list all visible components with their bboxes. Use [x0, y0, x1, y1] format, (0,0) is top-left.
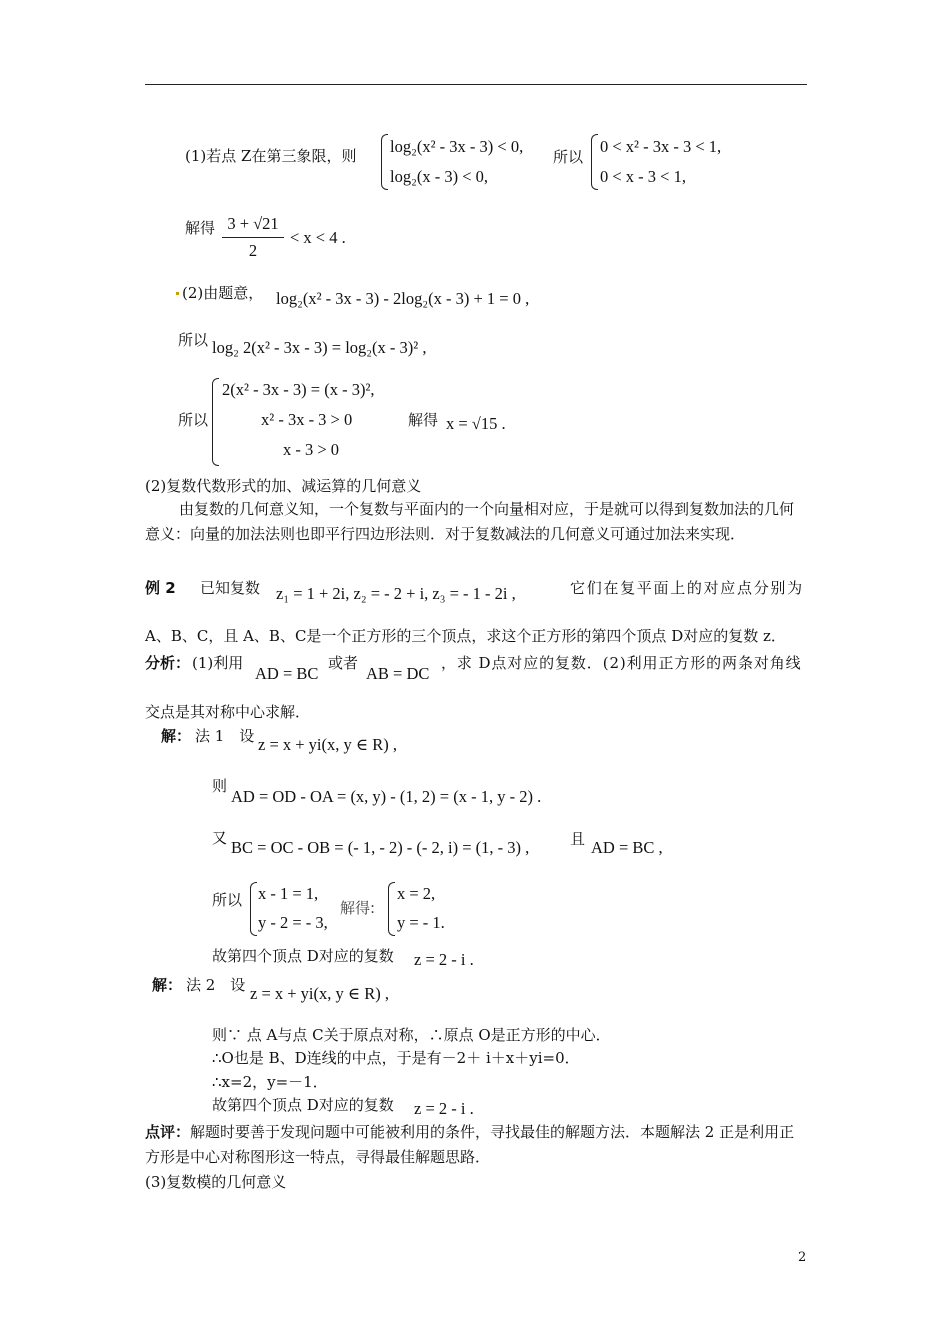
connector-text: 则: [212, 777, 228, 795]
connector-text: 所以: [212, 891, 243, 909]
connector-text: 所以: [178, 331, 209, 349]
vector-equation: AB = DC: [366, 664, 430, 683]
fraction-bar: [222, 237, 284, 238]
brace: [212, 378, 219, 466]
comment-label: 点评：: [145, 1123, 191, 1141]
system-line: 0 < x - 3 < 1,: [600, 167, 686, 186]
example-text: 它们在复平面上的对应点分别为: [570, 579, 804, 597]
equation: z = x + yi(x, y ∈ R) ,: [258, 735, 397, 754]
comment-text: 解题时要善于发现问题中可能被利用的条件，寻找最佳的解题方法．本题解法 2 正是利用正方形是中心对称图形这一特点，寻得最佳解题思路．: [145, 1123, 795, 1166]
inequality: < x < 4 .: [290, 228, 346, 247]
analysis-text: ，求 D点对应的复数．(2)利用正方形的两条对角线: [441, 654, 802, 672]
part2-intro: (2)由题意，: [182, 284, 264, 302]
system-line: x = 2,: [397, 884, 436, 903]
system-line: 2(x² - 3x - 3) = (x - 3)²,: [222, 380, 375, 399]
analysis-text: (1)利用: [192, 654, 244, 672]
solution-label: 解：: [161, 727, 192, 745]
solution-text: 法 2 设: [186, 976, 246, 994]
vector-equation: AD = BC: [255, 664, 319, 683]
system-line: log₂(x - 3) < 0,: [390, 167, 489, 186]
fraction-denominator: 2: [248, 241, 258, 260]
analysis-text: 或者: [328, 654, 359, 672]
brace: [250, 882, 257, 936]
fraction-numerator: 3 + √21: [227, 214, 279, 233]
comment-paragraph: [145, 1120, 805, 1170]
brace: [388, 882, 395, 936]
paragraph: 由复数的几何意义知，一个复数与平面内的一个向量相对应，于是就可以得到复数加法的几何意义：向量的加法法则也即平行四边形法则．对于复数减法的几何意义可通过加法来实现．: [145, 500, 795, 543]
section-title: (2)复数代数形式的加、减运算的几何意义: [145, 477, 422, 495]
header-rule: [145, 84, 807, 85]
solution-text: 故第四个顶点 D对应的复数: [212, 947, 394, 965]
equation: z₁ = 1 + 2i, z₂ = - 2 + i, z₃ = - 1 - 2i ,: [276, 584, 516, 603]
result: z = 2 - i .: [414, 950, 474, 969]
connector-text: 又: [212, 829, 228, 847]
example-text: A、B、C，且 A、B、C是一个正方形的三个顶点，求这个正方形的第四个顶点 D对应的复数 z．: [145, 627, 786, 645]
system-line: x - 1 = 1,: [258, 884, 319, 903]
result: x = √15 .: [446, 414, 506, 433]
marker-dot: [176, 292, 179, 295]
section-title: (3)复数模的几何意义: [145, 1173, 287, 1191]
solution-text: 法 1 设: [195, 727, 255, 745]
example-label: 例 2: [145, 579, 176, 597]
analysis-text: 交点是其对称中心求解．: [145, 703, 311, 721]
solution-text: ∴O也是 B、D连线的中点，于是有－2＋ i＋x＋yi=0．: [212, 1049, 580, 1067]
page-number: 2: [798, 1250, 807, 1265]
connector-text: 解得: [185, 219, 216, 237]
part1-intro: (1)若点 Z在第三象限，则: [185, 147, 357, 165]
connector-text: 且: [570, 830, 586, 848]
connector-text: 所以: [178, 411, 209, 429]
connector-text: 所以: [553, 148, 584, 166]
equation: log₂ 2(x² - 3x - 3) = log₂(x - 3)² ,: [212, 338, 427, 357]
connector-text: 解得:: [340, 899, 376, 917]
brace: [381, 134, 388, 190]
connector-text: 解得: [408, 411, 439, 429]
system-line: log₂(x² - 3x - 3) < 0,: [390, 137, 524, 156]
system-line: 0 < x² - 3x - 3 < 1,: [600, 137, 722, 156]
fraction: [222, 214, 284, 261]
analysis-label: 分析：: [145, 654, 191, 672]
vector-equation: AD = OD - OA = (x, y) - (1, 2) = (x - 1, y - 2) .: [231, 787, 542, 806]
vector-equation: AD = BC ,: [591, 838, 663, 857]
brace: [591, 134, 598, 190]
vector-equation: BC = OC - OB = (- 1, - 2) - (- 2, i) = (1, - 3) ,: [231, 838, 530, 857]
system-line: x² - 3x - 3 > 0: [261, 410, 353, 429]
example-text: 已知复数: [200, 579, 261, 597]
solution-text: 故第四个顶点 D对应的复数: [212, 1096, 394, 1114]
result: z = 2 - i .: [414, 1099, 474, 1118]
equation: z = x + yi(x, y ∈ R) ,: [250, 984, 389, 1003]
solution-text: 则∵ 点 A与点 C关于原点对称，∴原点 O是正方形的中心．: [212, 1026, 611, 1044]
solution-label: 解：: [152, 976, 183, 994]
system-line: y = - 1.: [397, 913, 445, 932]
system-line: y - 2 = - 3,: [258, 913, 328, 932]
equation: log₂(x² - 3x - 3) - 2log₂(x - 3) + 1 = 0 ,: [276, 289, 530, 308]
solution-text: ∴x=2，y=－1．: [212, 1073, 328, 1091]
system-line: x - 3 > 0: [283, 440, 340, 459]
